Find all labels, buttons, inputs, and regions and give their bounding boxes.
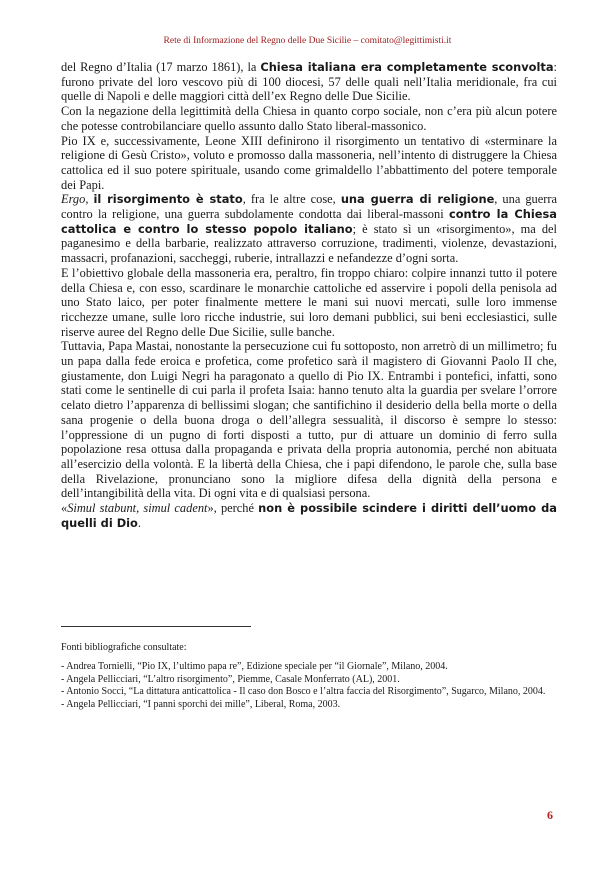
paragraph-7-text-c: », perché [207,501,259,516]
paragraph-4-italic-ergo: Ergo [61,192,86,207]
paragraph-6: Tuttavia, Papa Mastai, nonostante la persecuzione cui fu sottoposto, non arretrò di un millimetro; fu un papa dalla fede eroica e profetica, come profetico sarà il magistero di Giovanni Paolo II che, giustamente, don Luigi Negri ha paragonato a quello di Pio IX. Entrambi i pontefici, infatti, sono stati come le sentinelle di cui parla il profeta Isaia: hanno tenuto alta la guardia per svelare l’orrore celato dietro l’apparenza di bellissimi slogan; che santifichino il desiderio della bella morte o della sana progenie o della buona droga o dell’allegra sessualità, il discorso è sempre lo stesso: l’oppressione di un pugno di forti disposti a tutto, pur di attuare un dominio di ferro sulla popolazione resa ottusa dalla propaganda e privata della propria autonomia, perché non abituata all’esercizio della volontà. E la libertà della Chiesa, che i papi difendono, le parole che, sulla base della Rivelazione, pronunciano sono la migliore difesa della dignità della persona e dell’intangibilità della vita. Di ogni vita e di qualsiasi persona. [61,339,557,501]
paragraph-4-text-d: , fra le altre cose, [242,192,341,207]
paragraph-4-text-f: , una guerra contro la religione, una guerra subdolamente condotta dai liberal-massoni [61,192,558,222]
paragraph-4-bold-guerra: una guerra di religione [340,192,495,207]
sources-heading: Fonti bibliografiche consultate: [61,642,187,653]
paragraph-7-text-a: « [61,501,68,516]
paragraph-1-bold-phrase: Chiesa italiana era completamente sconvolta [260,60,554,74]
paragraph-4-text-h: ; è stato sì un «risorgimento», ma del paganesimo e della barbarie, realizzato attraverso corruzione, tradimenti, violenze, devastazioni, massacri, profanazioni, saccheggi, ruberie, intrallazzi e nefandezze d’ogni sorta. [61,221,557,266]
paragraph-7-italic-latin: Simul stabunt, simul cadent [67,501,208,516]
paragraph-7 [61,501,557,530]
page-number: 6 [547,808,553,822]
paragraph-4-bold-chiesa: contro la Chiesa cattolica e contro lo stesso popolo italiano [61,207,557,236]
paragraph-4-text-b: , [85,192,94,207]
footnote-divider [61,626,251,627]
paragraph-3: Pio IX e, successivamente, Leone XIII definirono il risorgimento un tentativo di «sterminare la religione di Gesù Cristo», voluto e promosso dalla massoneria, nell’intento di distruggere la Chiesa cattolica ed il suo potere spirituale, usando come grimaldello l’abbattimento del potere temporale dei Papi. [61,133,557,192]
source-item: - Angela Pellicciari, “I panni sporchi dei mille”, Liberal, Roma, 2003. [61,698,341,710]
source-item: - Antonio Socci, “La dittatura anticattolica - Il caso don Bosco e l’altra faccia del Risorgimento”, Sugarco, Milano, 2004. [61,686,546,697]
paragraph-4 [61,192,557,266]
page-header: Rete di Informazione del Regno delle Due Sicilie – comitato@legittimisti.it [163,36,452,46]
paragraph-1-text-c: : furono private del loro vescovo più di 100 diocesi, 57 delle quali nell’Italia meridionale, fra cui quelle di Napoli e delle maggiori città dell’ex Regno delle Due Sicilie. [61,60,557,104]
paragraph-7-text-e: . [137,515,141,530]
source-item: - Andrea Tornielli, “Pio IX, l’ultimo papa re”, Edizione speciale per “il Giornale”, Milano, 2004. [61,661,448,672]
paragraph-7-bold-conclusion: non è possibile scindere i diritti dell’uomo da quelli di Dio [61,501,557,530]
source-item: - Angela Pellicciari, “L’altro risorgimento”, Piemme, Casale Monferrato (AL), 2001. [61,673,400,685]
paragraph-4-bold-risorgimento: il risorgimento è stato [93,192,243,207]
paragraph-1-text-a: del Regno d’Italia (17 marzo 1861), la [61,60,261,74]
document-body [61,60,557,531]
paragraph-1 [61,60,557,104]
paragraph-2: Con la negazione della legittimità della Chiesa in quanto corpo sociale, non c’era più alcun potere che potesse controbilanciare quello assunto dallo Stato liberal-massonico. [61,104,557,133]
paragraph-5: E l’obiettivo globale della massoneria era, peraltro, fin troppo chiaro: colpire innanzi tutto il potere della Chiesa e, con esso, scardinare le monarchie cattoliche ed asservire i popoli della penisola ad uno Stato laico, per poter finalmente mettere le mani sui nuovi mercati, sulle loro immense ricchezze umane, sulle loro ricche industrie, sui loro demani pubblici, sui beni ecclesiastici, sulle riserve auree del Regno delle Due Sicilie, sulle banche. [61,265,557,339]
sources-list [61,661,557,711]
